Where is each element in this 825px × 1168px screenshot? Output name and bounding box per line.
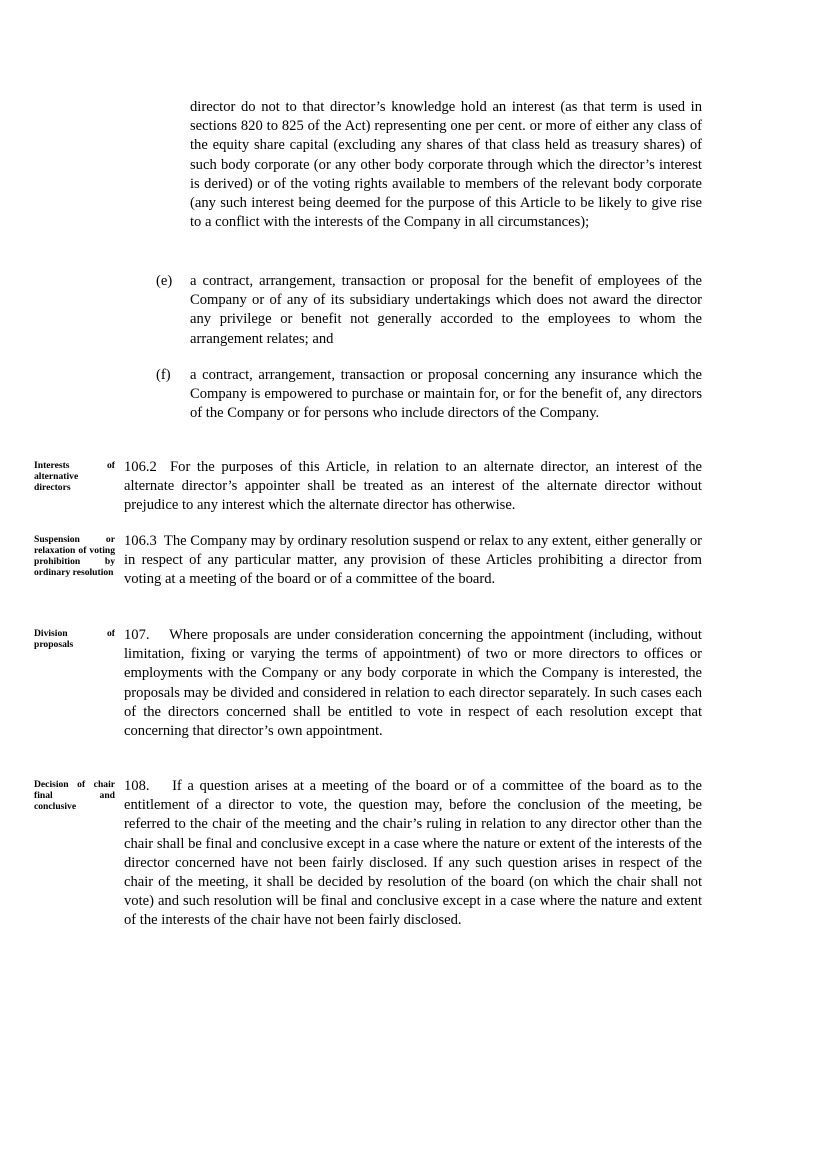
- clause-106-2: [124, 458, 702, 516]
- side-heading-interests-of-alternative-directors: Interests of alternative directors: [34, 460, 115, 493]
- side-heading-decision-of-chair: Decision of chair final and conclusive: [34, 779, 115, 812]
- clause-text: If a question arises at a meeting of the board or of a committee of the board as to the entitlement of a director to vote, the question may, before the conclusion of the meeting, be referred to the chair of the meeting and the chair’s ruling in relation to any director other than the chair shall be final and conclusive except in a case where the nature or extent of the interests of the director concerned have not been fairly disclosed. If any such question arises in respect of the chair of the meeting, it shall be decided by resolution of the board (on which the chair shall not vote) and such resolution will be final and conclusive except in a case where the nature and extent of the interests of the chair have not been fairly disclosed.: [124, 778, 703, 929]
- clause-number: 106.3: [124, 533, 157, 549]
- side-heading-division-of-proposals: Division of proposals: [34, 628, 115, 650]
- clause-number: 107.: [124, 627, 150, 643]
- clause-106-3: [124, 532, 702, 590]
- clause-number: 108.: [124, 778, 150, 794]
- list-marker-f: (f): [156, 367, 171, 383]
- clause-107: [124, 626, 702, 741]
- list-item-f: [148, 366, 702, 424]
- list-marker-e: (e): [156, 273, 173, 289]
- side-heading-suspension-or-relaxation: Suspension or relaxation of voting prohibition by ordinary resolution: [34, 534, 115, 578]
- clause-text: For the purposes of this Article, in relation to an alternate director, an interest of the alternate director’s appointer shall be treated as an interest of the alternate director without prejudice to any interest which the alternate director has otherwise.: [124, 459, 703, 514]
- clause-text: Where proposals are under consideration concerning the appointment (including, without limitation, fixing or varying the terms of appointment) of two or more directors to offices or employments with the Company or any body corporate in which the Company is interested, the proposals may be divided and considered in relation to each director separately. In such cases each of the directors concerned shall be entitled to vote in respect of each resolution except that concerning that director’s own appointment.: [124, 627, 702, 740]
- list-item-f-text: a contract, arrangement, transaction or proposal concerning any insurance which the Company is empowered to purchase or maintain for, or for the benefit of, any directors of the Company or for persons who include directors of the Company.: [190, 367, 702, 422]
- clause-108: [124, 777, 702, 931]
- continuation-paragraph: director do not to that director’s knowledge hold an interest (as that term is used in sections 820 to 825 of the Act) representing one per cent. or more of either any class of the equity share capital (excluding any shares of that class held as treasury shares) of such body corporate (or any other body corporate through which the director’s interest is derived) or of the voting rights available to members of the relevant body corporate (any such interest being deemed for the purpose of this Article to be likely to give rise to a conflict with the interests of the Company in all circumstances);: [190, 99, 702, 231]
- list-item-e-text: a contract, arrangement, transaction or proposal for the benefit of employees of the Company or of any of its subsidiary undertakings which does not award the director any privilege or benefit not generally accorded to the employees to whom the arrangement relates; and: [190, 273, 702, 347]
- clause-number: 106.2: [124, 459, 157, 475]
- list-item-e: [148, 272, 702, 349]
- clause-text: The Company may by ordinary resolution suspend or relax to any extent, either generally or in respect of any particular matter, any provision of these Articles prohibiting a director from voting at a meeting of the board or of a committee of the board.: [124, 533, 702, 588]
